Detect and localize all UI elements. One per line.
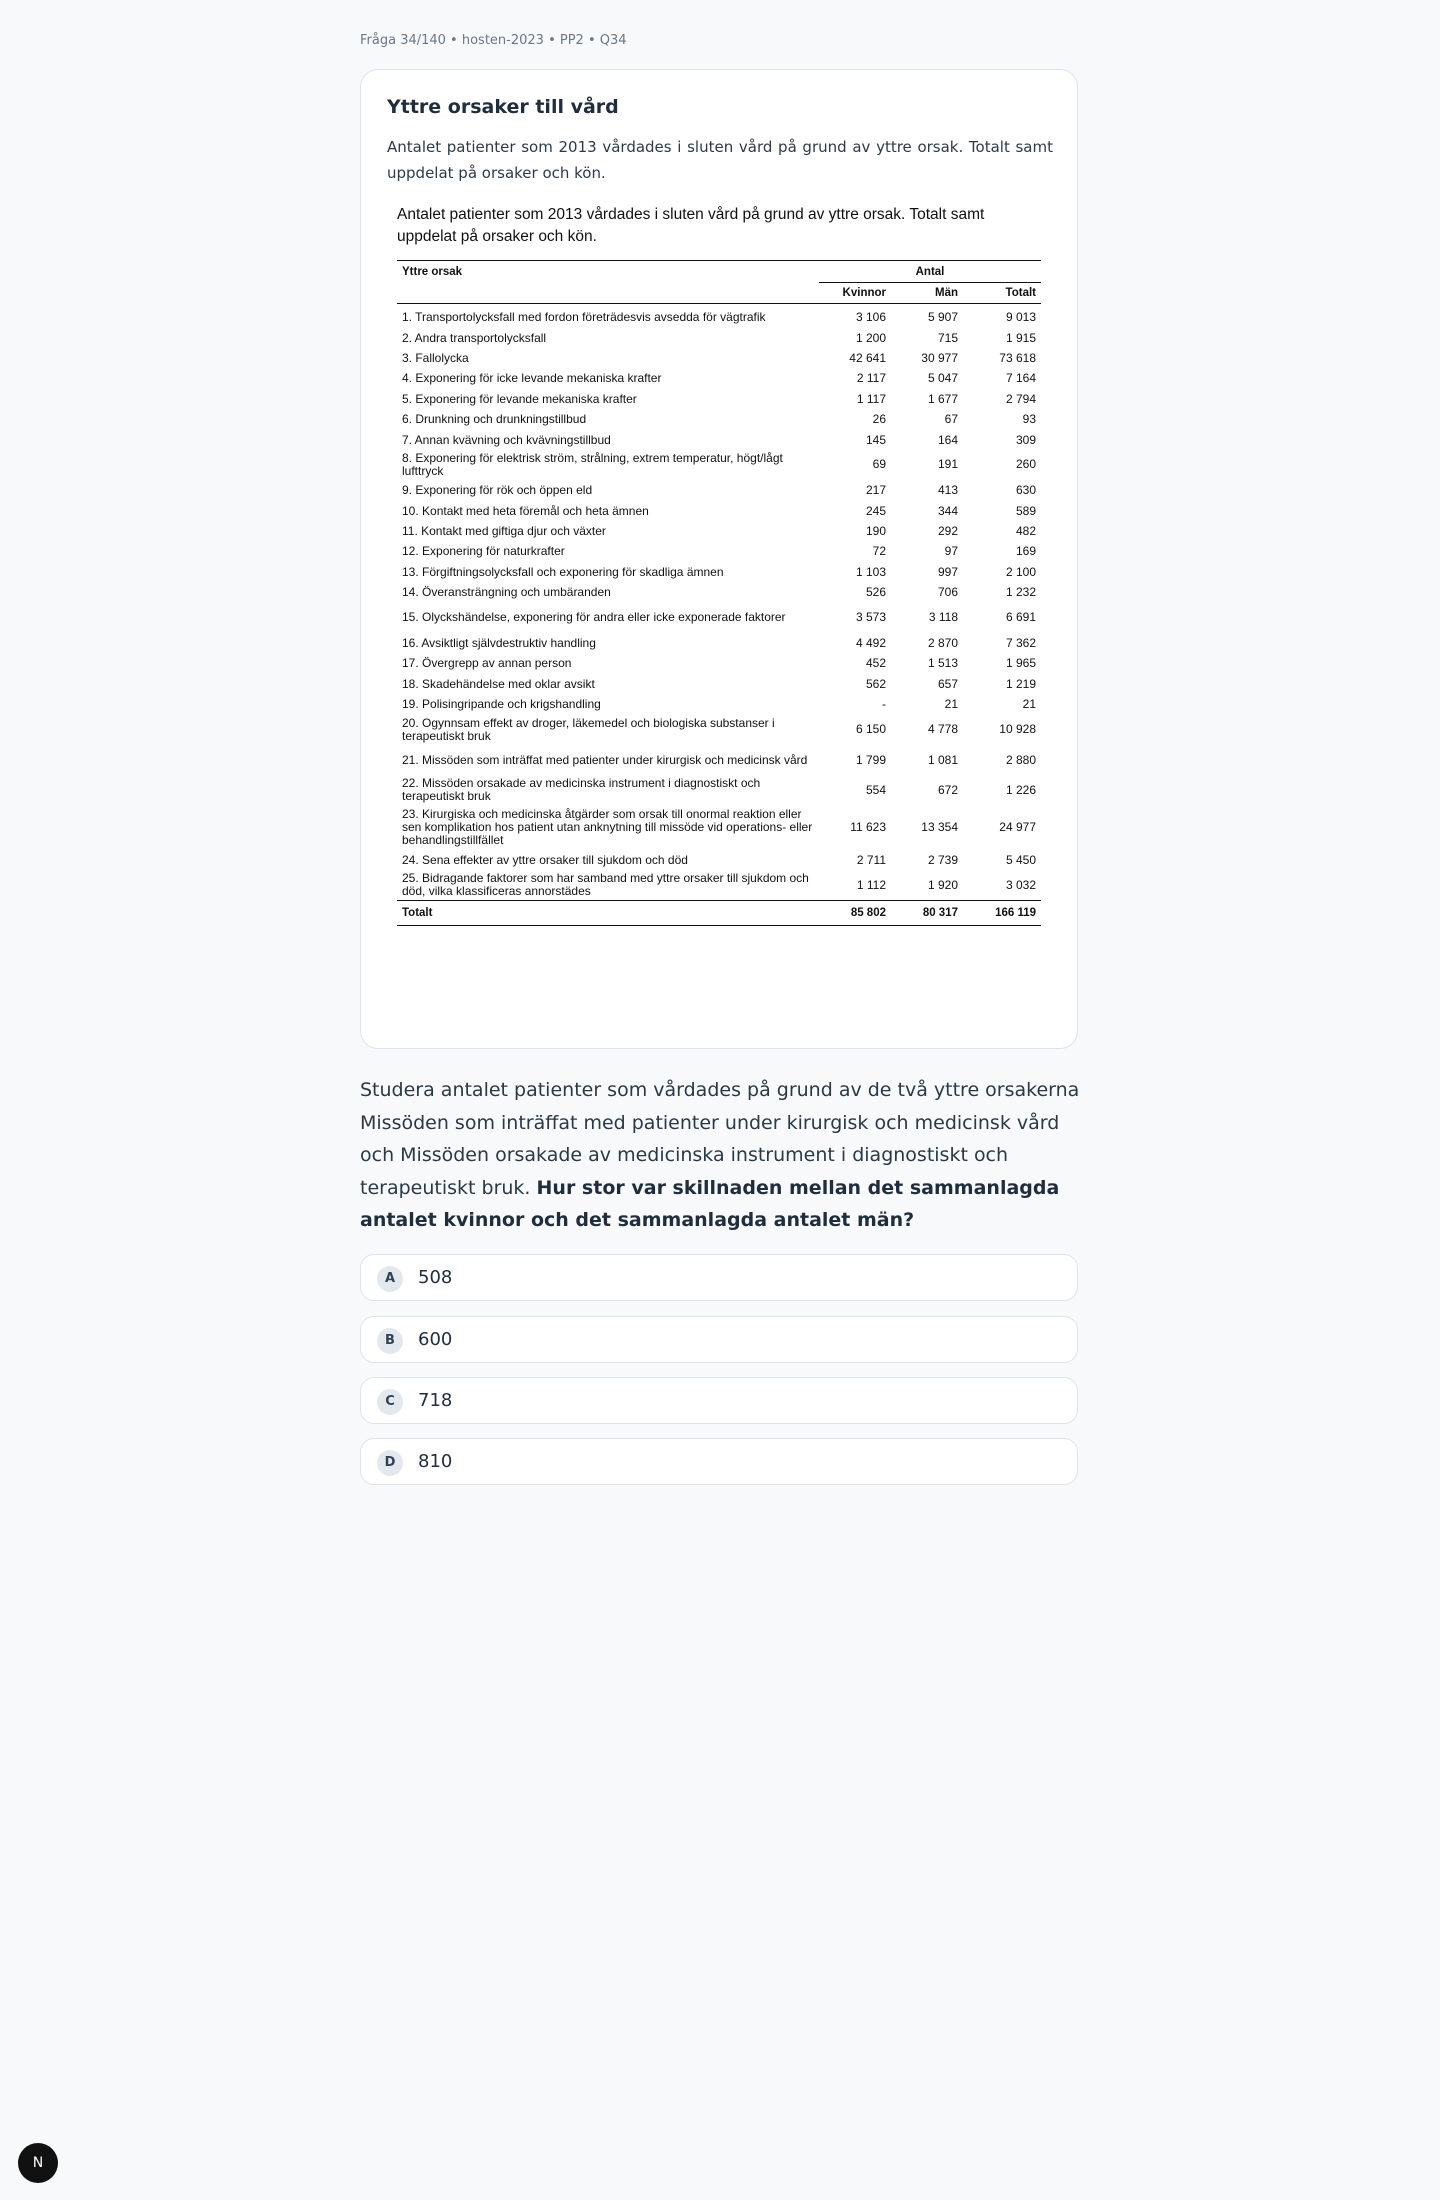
row-man: 2 739 [927, 852, 958, 867]
row-kvinnor: 72 [872, 544, 886, 559]
row-cause: 13. Förgiftningsolycksfall och exponering för skadliga ämnen [402, 564, 724, 579]
row-cause: 16. Avsiktligt självdestruktiv handling [402, 636, 596, 651]
row-man: 2 870 [927, 636, 958, 651]
table-row [397, 368, 1041, 388]
table-row [397, 775, 1041, 805]
card-title: Yttre orsaker till vård [387, 96, 619, 118]
row-kvinnor: 69 [872, 457, 886, 472]
row-totalt: 10 928 [999, 722, 1036, 737]
row-kvinnor: 452 [865, 656, 886, 671]
row-cause: 1. Transportolycksfall med fordon företrädesvis avsedda för vägtrafik [402, 310, 766, 325]
table-row [397, 633, 1041, 653]
row-kvinnor: 4 492 [855, 636, 886, 651]
row-kvinnor: 11 623 [850, 820, 886, 835]
row-totalt: 73 618 [999, 350, 1036, 365]
row-totalt: 21 [1022, 697, 1036, 712]
option-letter: B [377, 1328, 403, 1354]
row-cause: 4. Exponering för icke levande mekaniska krafter [402, 371, 662, 386]
card-intro: Antalet patienter som 2013 vårdades i sluten vård på grund av yttre orsak. Totalt samt uppdelat på orsaker och kön. [387, 138, 1053, 182]
row-totalt: 24 977 [999, 820, 1036, 835]
table-row [397, 348, 1041, 368]
source-card [360, 69, 1078, 1049]
table-row [397, 480, 1041, 500]
row-kvinnor: 526 [865, 585, 886, 600]
option-c[interactable] [360, 1377, 1078, 1424]
header-man: Män [935, 287, 958, 299]
row-cause: 6. Drunkning och drunkningstillbud [402, 412, 587, 427]
row-totalt: 309 [1015, 432, 1036, 447]
table-row [397, 389, 1041, 409]
row-man: 4 778 [927, 722, 958, 737]
row-totalt: 589 [1015, 503, 1036, 518]
row-man: 344 [937, 503, 958, 518]
row-totalt: 6 691 [1005, 610, 1036, 625]
row-cause: 24. Sena effekter av yttre orsaker till sjukdom och död [402, 852, 688, 867]
row-cause: 2. Andra transportolycksfall [402, 330, 547, 345]
source-table-figure [397, 204, 1043, 926]
row-kvinnor: 3 573 [855, 610, 886, 625]
row-totalt: 482 [1015, 524, 1036, 539]
row-totalt: 3 032 [1005, 877, 1036, 892]
option-text: 810 [418, 1451, 453, 1472]
row-man: 5 907 [927, 310, 958, 325]
header-antal: Antal [819, 261, 1041, 283]
row-man: 191 [937, 457, 958, 472]
row-kvinnor: 1 117 [856, 391, 886, 406]
row-totalt: 7 362 [1005, 636, 1036, 651]
row-totalt: 260 [1015, 457, 1036, 472]
row-cause: 5. Exponering för levande mekaniska krafter [402, 391, 637, 406]
row-totalt: 1 226 [1005, 782, 1036, 797]
row-totalt: 2 794 [1005, 391, 1036, 406]
row-man: 706 [937, 585, 958, 600]
option-text: 508 [418, 1267, 453, 1288]
row-kvinnor: 190 [865, 524, 886, 539]
option-letter: A [377, 1266, 403, 1292]
row-cause: 18. Skadehändelse med oklar avsikt [402, 676, 595, 691]
row-totalt: 93 [1022, 412, 1036, 427]
total-totalt: 166 119 [963, 901, 1041, 926]
row-totalt: 1 915 [1005, 330, 1036, 345]
header-totalt: Totalt [1005, 287, 1036, 299]
table-row [397, 850, 1041, 870]
row-kvinnor: 217 [865, 483, 886, 498]
row-kvinnor: 2 117 [856, 371, 886, 386]
row-man: 1 677 [927, 391, 958, 406]
table-row [397, 694, 1041, 714]
table-total-row [397, 901, 1041, 926]
row-man: 1 920 [927, 877, 958, 892]
total-label: Totalt [397, 901, 819, 926]
row-kvinnor: 6 150 [855, 722, 886, 737]
table-row [397, 714, 1041, 744]
row-kvinnor: 1 112 [856, 877, 886, 892]
row-cause: 8. Exponering för elektrisk ström, strålning, extrem temperatur, högt/lågt lufttryck [402, 450, 783, 478]
row-totalt: 2 100 [1005, 564, 1036, 579]
row-kvinnor: - [882, 697, 886, 712]
row-totalt: 7 164 [1005, 371, 1036, 386]
row-kvinnor: 245 [865, 503, 886, 518]
next-logo-button[interactable]: N [18, 2143, 58, 2183]
row-man: 3 118 [928, 610, 958, 625]
row-man: 1 081 [927, 752, 958, 767]
data-table [397, 260, 1041, 926]
row-kvinnor: 554 [865, 782, 886, 797]
row-totalt: 1 965 [1005, 656, 1036, 671]
row-kvinnor: 3 106 [855, 310, 886, 325]
option-text: 600 [418, 1329, 453, 1350]
table-row [397, 562, 1041, 582]
table-row [397, 602, 1041, 632]
row-totalt: 1 232 [1005, 585, 1036, 600]
table-caption: Antalet patienter som 2013 vårdades i sluten vård på grund av yttre orsak. Totalt samt uppdelat på orsaker och kön. [397, 206, 985, 245]
row-totalt: 1 219 [1005, 676, 1036, 691]
row-totalt: 5 450 [1005, 852, 1036, 867]
question-text [360, 1074, 1080, 1237]
table-row [397, 582, 1041, 602]
row-man: 292 [937, 524, 958, 539]
table-row [397, 674, 1041, 694]
row-cause: 21. Missöden som inträffat med patienter under kirurgisk och medicinsk vård [402, 752, 808, 767]
row-kvinnor: 2 711 [856, 852, 886, 867]
header-kvinnor: Kvinnor [842, 287, 886, 299]
table-row [397, 327, 1041, 347]
row-kvinnor: 26 [872, 412, 886, 427]
row-man: 67 [944, 412, 958, 427]
row-man: 997 [937, 564, 958, 579]
total-man: 80 317 [891, 901, 963, 926]
row-cause: 12. Exponering för naturkrafter [402, 544, 565, 559]
row-cause: 15. Olyckshändelse, exponering för andra eller icke exponerade faktorer [402, 610, 786, 625]
header-cause: Yttre orsak [397, 261, 819, 304]
option-d[interactable] [360, 1438, 1078, 1485]
row-cause: 14. Överansträngning och umbäranden [402, 585, 611, 600]
table-row [397, 450, 1041, 480]
row-cause: 23. Kirurgiska och medicinska åtgärder som orsak till onormal reaktion eller sen komplikation hos patient utan anknytning till missöde vid operations- eller behandlingstillfället [402, 807, 813, 848]
row-totalt: 2 880 [1005, 752, 1036, 767]
row-man: 30 977 [921, 350, 958, 365]
question-bold: Hur stor var skillnaden mellan det sammanlagda antalet kvinnor och det sammanlagda antalet män? [360, 1176, 1060, 1231]
row-cause: 7. Annan kvävning och kvävningstillbud [402, 432, 611, 447]
table-row [397, 409, 1041, 429]
option-b[interactable] [360, 1316, 1078, 1363]
option-letter: C [377, 1389, 403, 1415]
row-cause: 19. Polisingripande och krigshandling [402, 697, 601, 712]
row-kvinnor: 1 103 [855, 564, 886, 579]
table-row [397, 501, 1041, 521]
row-man: 1 513 [927, 656, 958, 671]
table-row [397, 653, 1041, 673]
table-row [397, 429, 1041, 449]
table-row [397, 541, 1041, 561]
row-man: 21 [944, 697, 958, 712]
row-kvinnor: 1 799 [855, 752, 886, 767]
table-row [397, 806, 1041, 850]
row-totalt: 630 [1015, 483, 1036, 498]
row-cause: 3. Fallolycka [402, 350, 469, 365]
row-kvinnor: 562 [865, 676, 886, 691]
row-totalt: 9 013 [1005, 310, 1036, 325]
row-man: 413 [937, 483, 958, 498]
table-row [397, 745, 1041, 775]
question-lead: Studera antalet patienter som vårdades på grund av de två yttre orsakerna Missöden som inträffat med patienter under kirurgisk och medicinsk vård och Missöden orsakade av medicinska instrument i diagnostiskt och terapeutiskt bruk. [360, 1079, 1080, 1199]
row-man: 672 [937, 782, 958, 797]
row-cause: 17. Övergrepp av annan person [402, 656, 572, 671]
row-kvinnor: 145 [865, 432, 886, 447]
table-row [397, 304, 1041, 328]
row-man: 715 [937, 330, 958, 345]
option-text: 718 [418, 1390, 453, 1411]
row-kvinnor: 1 200 [855, 330, 886, 345]
row-kvinnor: 42 641 [849, 350, 886, 365]
row-cause: 11. Kontakt med giftiga djur och växter [402, 524, 606, 539]
row-cause: 25. Bidragande faktorer som har samband med yttre orsaker till sjukdom och död, vilka klassificeras annorstädes [402, 871, 809, 899]
row-man: 657 [937, 676, 958, 691]
row-man: 5 047 [927, 371, 958, 386]
row-cause: 22. Missöden orsakade av medicinska instrument i diagnostiskt och terapeutiskt bruk [402, 776, 761, 804]
total-kvinnor: 85 802 [819, 901, 891, 926]
row-man: 164 [937, 432, 958, 447]
row-cause: 20. Ogynnsam effekt av droger, läkemedel och biologiska substanser i terapeutiskt bruk [402, 715, 775, 743]
row-man: 13 354 [921, 820, 958, 835]
table-row [397, 870, 1041, 901]
option-letter: D [377, 1450, 403, 1476]
row-cause: 9. Exponering för rök och öppen eld [402, 483, 593, 498]
row-totalt: 169 [1015, 544, 1036, 559]
row-man: 97 [944, 544, 958, 559]
row-cause: 10. Kontakt med heta föremål och heta ämnen [402, 503, 649, 518]
option-a[interactable] [360, 1254, 1078, 1301]
question-meta: Fråga 34/140 • hosten-2023 • PP2 • Q34 [360, 33, 627, 48]
table-row [397, 521, 1041, 541]
